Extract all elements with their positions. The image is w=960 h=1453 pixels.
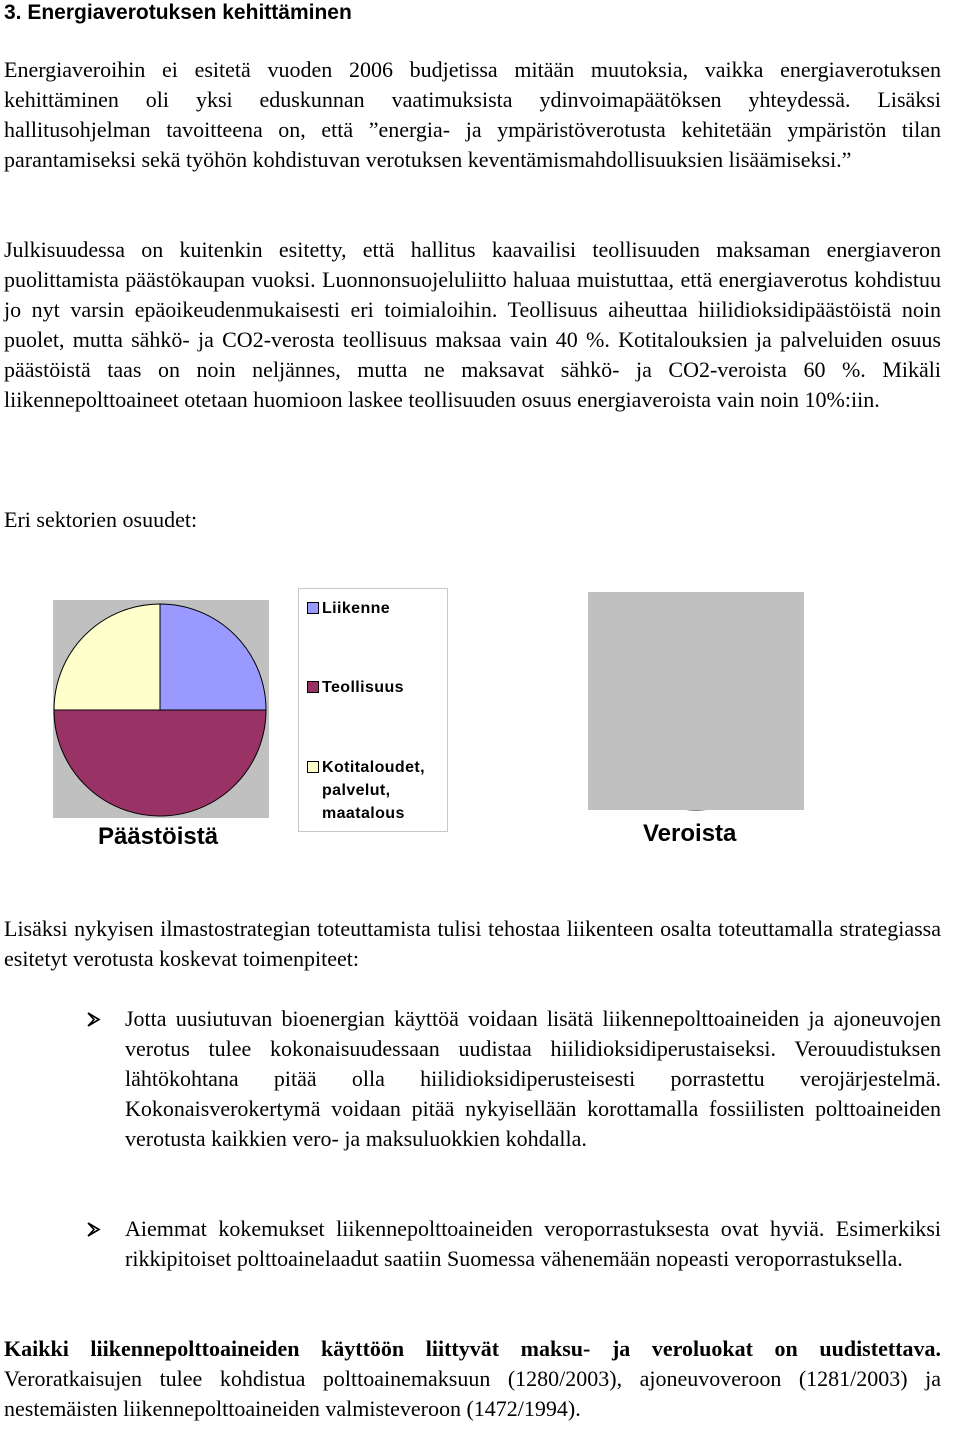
legend-swatch-teollisuus [307, 681, 319, 693]
paragraph-sector-shares-label: Eri sektorien osuudet: [4, 507, 198, 532]
paragraph-conclusion [4, 1334, 941, 1424]
chart-title-taxes: Veroista [643, 820, 737, 847]
chart-panel-taxes [588, 592, 804, 810]
legend-swatch-kotitaloudet [307, 761, 319, 773]
paragraph-energy-taxes: Energiaveroihin ei esitetä vuoden 2006 budjetissa mitään muutoksia, vaikka energiaverotuksen kehittäminen oli yksi eduskunnan vaatimuksista ydinvoimapäätöksen yhteydessä. Lisäksi hallitusohjelman tavoitteena on, että ”energia- ja ympäristöverotusta kehitetään ympäristön tilan parantamiseksi sekä työhön kohdistuvan verotuksen keventämismahdollisuuksien lisäämiseksi.” [4, 57, 941, 172]
paragraph-industry-share: Julkisuudessa on kuitenkin esitetty, että hallitus kaavailisi teollisuuden maksaman energiaveron puolittamista päästökaupan vuoksi. Luonnonsuojeluliitto haluaa muistuttaa, että energiaverotus kohdistuu jo nyt varsin epäoikeudenmukaisesti eri toimialoihin. Teollisuus aiheuttaa hiilidioksidipäästöistä noin puolet, mutta sähkö- ja CO2-verosta teollisuus maksaa vain 40 %. Kotitalouksien ja palveluiden osuus päästöistä taas on noin neljännes, mutta ne maksavat sähkö- ja CO2-veroista 60 %. Mikäli liikennepolttoaineet otetaan huomioon laskee teollisuuden osuus energiaveroista vain noin 10%:iin. [4, 237, 941, 412]
conclusion-bold-text: Kaikki liikennepolttoaineiden käyttöön liittyvät maksu- ja veroluokat on uudistettava. [4, 1336, 941, 1361]
chart-panel-emissions [53, 600, 269, 818]
conclusion-rest-text: Veroratkaisujen tulee kohdistua polttoainemaksuun (1280/2003), ajoneuvoveroon (1281/2003) ja nestemäisten liikennepolttoaineiden valmisteveroon (1472/1994). [4, 1366, 941, 1421]
chart-legend [298, 588, 448, 832]
legend-label-liikenne: Liikenne [322, 600, 391, 617]
arrowhead-bullet-icon [84, 1214, 105, 1244]
legend-swatch-liikenne [307, 602, 319, 614]
legend-label-teollisuus: Teollisuus [322, 679, 404, 696]
arrowhead-bullet-icon [84, 1004, 105, 1034]
legend-label-kotitaloudet: Kotitaloudet, palvelut, maatalous [322, 759, 425, 822]
bullet-item-experiences: Aiemmat kokemukset liikennepolttoaineiden veroporrastuksesta ovat hyviä. Esimerkiksi rikkipitoiset polttoainelaadut saatiin Suomessa vähenemään nopeasti veroporrastuksella. [125, 1216, 941, 1271]
section-heading: 3. Energiaverotuksen kehittäminen [4, 1, 352, 24]
paragraph-climate-strategy: Lisäksi nykyisen ilmastostrategian toteuttamista tulisi tehostaa liikenteen osalta toteuttamalla strategiassa esitetyt verotusta koskevat toimenpiteet: [4, 916, 941, 971]
chart-title-emissions: Päästöistä [98, 823, 219, 850]
bullet-item-bioenergy: Jotta uusiutuvan bioenergian käyttöä voidaan lisätä liikennepolttoaineiden ja ajoneuvojen verotus tulee kokonaisuudessaan uudistaa hiilidioksidiperustaiseksi. Verouudistuksen lähtökohtana pitää olla hiilidioksidiperusteisesti porrastettu verojärjestelmä. Kokonaisverokertymä voidaan pitää nykyisellään korottamalla fossiilisten polttoaineiden verotusta kaikkien vero- ja maksuluokkien kohdalla. [125, 1006, 941, 1151]
